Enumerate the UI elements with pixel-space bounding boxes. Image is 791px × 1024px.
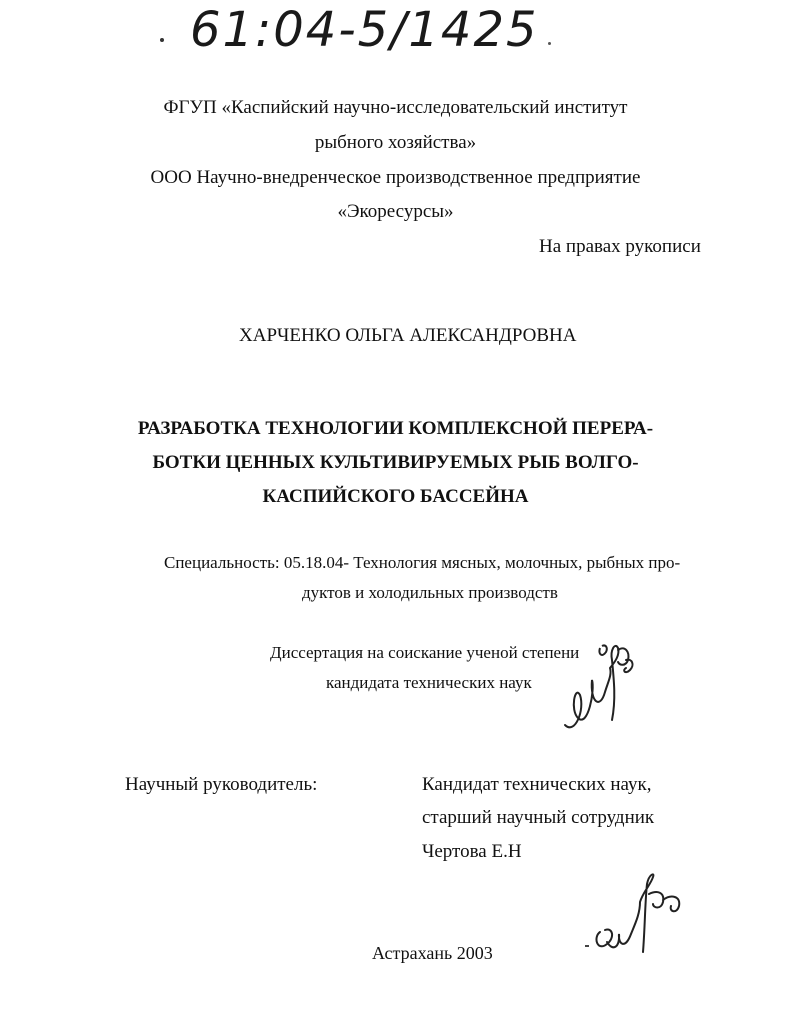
supervisor-name: Чертова Е.Н xyxy=(422,841,522,862)
supervisor-position: старший научный сотрудник xyxy=(422,807,655,828)
dissertation-line-1: Диссертация на соискание ученой степени xyxy=(270,643,580,662)
author-name: ХАРЧЕНКО ОЛЬГА АЛЕКСАНДРОВНА xyxy=(239,325,577,346)
thesis-title-line-1: РАЗРАБОТКА ТЕХНОЛОГИИ КОМПЛЕКСНОЙ ПЕРЕРА- xyxy=(137,418,654,439)
institution-line-4: «Экоресурсы» xyxy=(337,201,454,222)
dissertation-line-2: кандидата технических наук xyxy=(326,673,532,692)
institution-line-1: ФГУП «Каспийский научно-исследовательский институт xyxy=(163,97,628,118)
manuscript-rights: На правах рукописи xyxy=(539,236,701,257)
archive-code: 61:04-5/1425 xyxy=(190,2,539,58)
scan-speck xyxy=(160,38,164,42)
specialty-line-1: Специальность: 05.18.04- Технология мясных, молочных, рыбных про- xyxy=(164,553,681,572)
supervisor-label: Научный руководитель: xyxy=(125,774,318,795)
place-year: Астрахань 2003 xyxy=(372,943,493,963)
institution-line-2: рыбного хозяйства» xyxy=(314,132,477,153)
supervisor-degree: Кандидат технических наук, xyxy=(422,774,652,795)
thesis-title-line-3: КАСПИЙСКОГО БАССЕЙНА xyxy=(262,486,529,507)
signature-mark xyxy=(585,872,695,967)
scan-speck xyxy=(548,42,551,45)
signature-mark xyxy=(560,640,650,740)
specialty-line-2: дуктов и холодильных производств xyxy=(302,583,558,602)
institution-line-3: ООО Научно-внедренческое производственное предприятие xyxy=(150,167,641,188)
thesis-title-line-2: БОТКИ ЦЕННЫХ КУЛЬТИВИРУЕМЫХ РЫБ ВОЛГО- xyxy=(152,452,639,473)
